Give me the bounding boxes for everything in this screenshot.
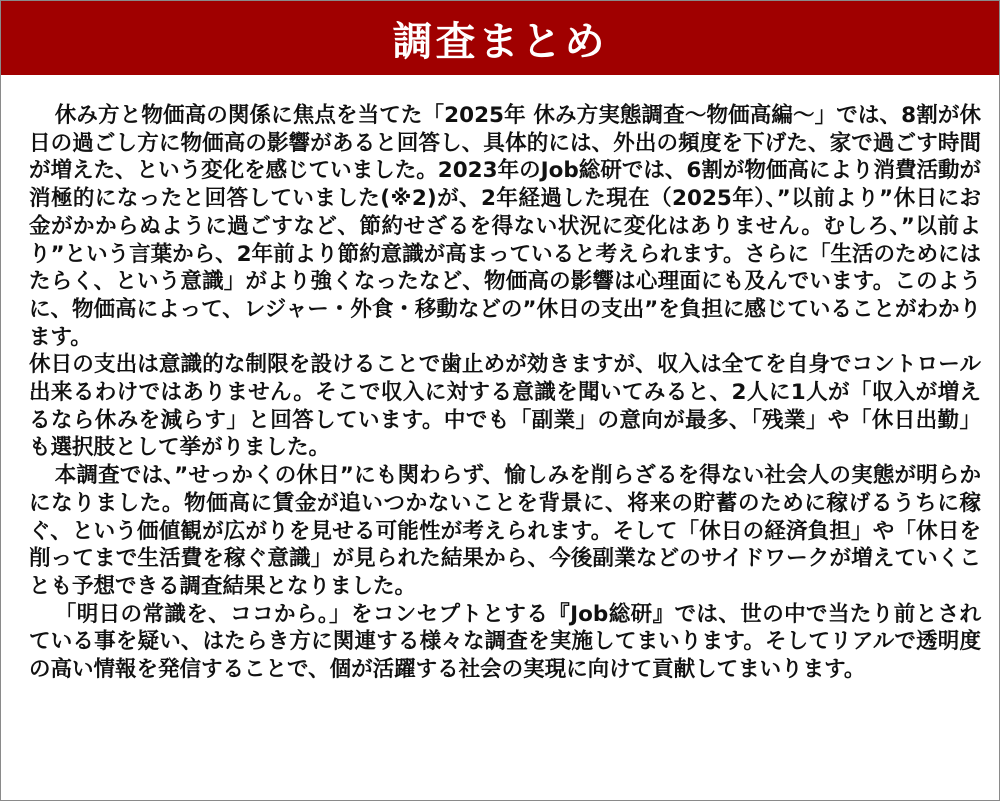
- paragraph-1: 休み方と物価高の関係に焦点を当てた「2025年 休み方実態調査〜物価高編〜」では、8割が休日の過ごし方に物価高の影響があると回答し、具体的には、外出の頻度を下げた、家で過ごす時間が増えた、という変化を感じていました。2023年のJob総研では、6割が物価高により消費活動が消極的になったと回答していました(※2)が、2年経過した現在（2025年）、”以前より”休日にお金がかからぬように過ごすなど、節約せざるを得ない状況に変化はありません。むしろ、”以前より”という言葉から、2年前より節約意識が高まっていると考えられます。さらに「生活のためにはたらく、という意識」がより強くなったなど、物価高の影響は心理面にも及んでいます。このように、物価高によって、レジャー・外食・移動などの”休日の支出”を負担に感じていることがわかります。: [29, 103, 981, 350]
- title-bar: [1, 1, 999, 75]
- summary-body: [29, 102, 981, 684]
- page-title: 調査まとめ: [392, 18, 608, 65]
- paragraph-4: 「明日の常識を、ココから。」をコンセプトとする『Job総研』では、世の中で当たり前とされている事を疑い、はたらき方に関連する様々な調査を実施してまいります。そしてリアルで透明度の高い情報を発信することで、個が活躍する社会の実現に向けて貢献してまいります。: [29, 601, 981, 683]
- paragraph-3: 本調査では、”せっかくの休日”にも関わらず、愉しみを削らざるを得ない社会人の実態が明らかになりました。物価高に賃金が追いつかないことを背景に、将来の貯蓄のために稼げるうちに稼ぐ、という価値観が広がりを見せる可能性が考えられます。そして「休日の経済負担」や「休日を削ってまで生活費を稼ぐ意識」が見られた結果から、今後副業などのサイドワークが増えていくことも予想できる調査結果となりました。: [29, 463, 981, 599]
- paragraph-2: 休日の支出は意識的な制限を設けることで歯止めが効きますが、収入は全てを自身でコントロール出来るわけではありません。そこで収入に対する意識を聞いてみると、2人に1人が「収入が増えるなら休みを減らす」と回答しています。中でも「副業」の意向が最多、「残業」や「休日出勤」も選択肢として挙がりました。: [29, 352, 981, 461]
